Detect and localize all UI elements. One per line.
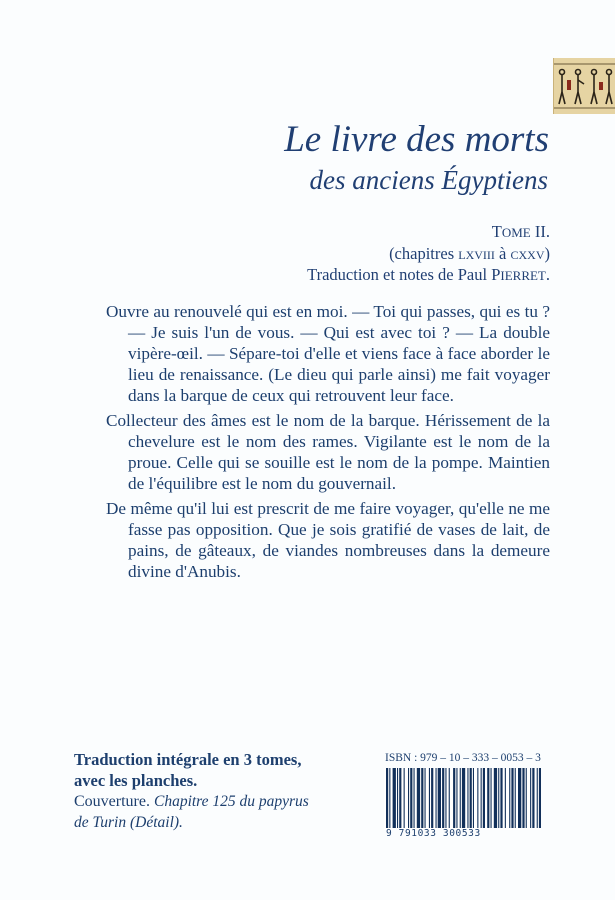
translator-credit: Traduction et notes de Paul PIERRET.	[307, 265, 550, 284]
excerpt-paragraph: Collecteur des âmes est le nom de la barque. Hérissement de la chevelure est le nom des rames. Vigilante est le nom de la proue. Celle qui se souille est le nom de la pompe. Maintien de l'équilibre est le nom du gouvernail.	[106, 411, 550, 493]
papyrus-thumbnail	[553, 58, 615, 114]
excerpt-paragraph: Ouvre au renouvelé qui est en moi. — Toi qui passes, qui es tu ? — Je suis l'un de vous. — Qui est avec toi ? — La double vipère-œil. — Sépare-toi d'elle et viens face à face aborder le lieu de renaissance. (Le dieu qui parle ainsi) me fait voyager dans la barque de ceux qui retrouvent leur face.	[106, 302, 550, 405]
volume-label: TOME II.	[491, 222, 550, 241]
excerpt-paragraph: De même qu'il lui est prescrit de me faire voyager, qu'elle ne me fasse pas opposition. Que je sois gratifié de vases de lait, de pains, de gâteaux, de viandes nombreuses dans la demeure divine d'Anubis.	[106, 499, 550, 581]
cover-credit: Couverture. Chapitre 125 du papyrus	[74, 793, 309, 810]
barcode-digits: 9 791033 300533	[386, 828, 481, 839]
isbn-label: ISBN : 979 – 10 – 333 – 0053 – 3	[385, 752, 541, 764]
edition-line-2: avec les planches.	[74, 771, 198, 790]
chapters-range: (chapitres lxviii à cxxv)	[389, 244, 550, 263]
excerpt-text	[106, 301, 550, 586]
edition-line-1: Traduction intégrale en 3 tomes,	[74, 750, 302, 769]
edition-notes	[74, 749, 334, 833]
cover-credit-line-2: de Turin (Détail).	[74, 814, 183, 831]
barcode	[384, 768, 541, 830]
book-title: Le livre des morts	[284, 119, 549, 160]
book-subtitle: des anciens Égyptiens	[309, 165, 548, 195]
